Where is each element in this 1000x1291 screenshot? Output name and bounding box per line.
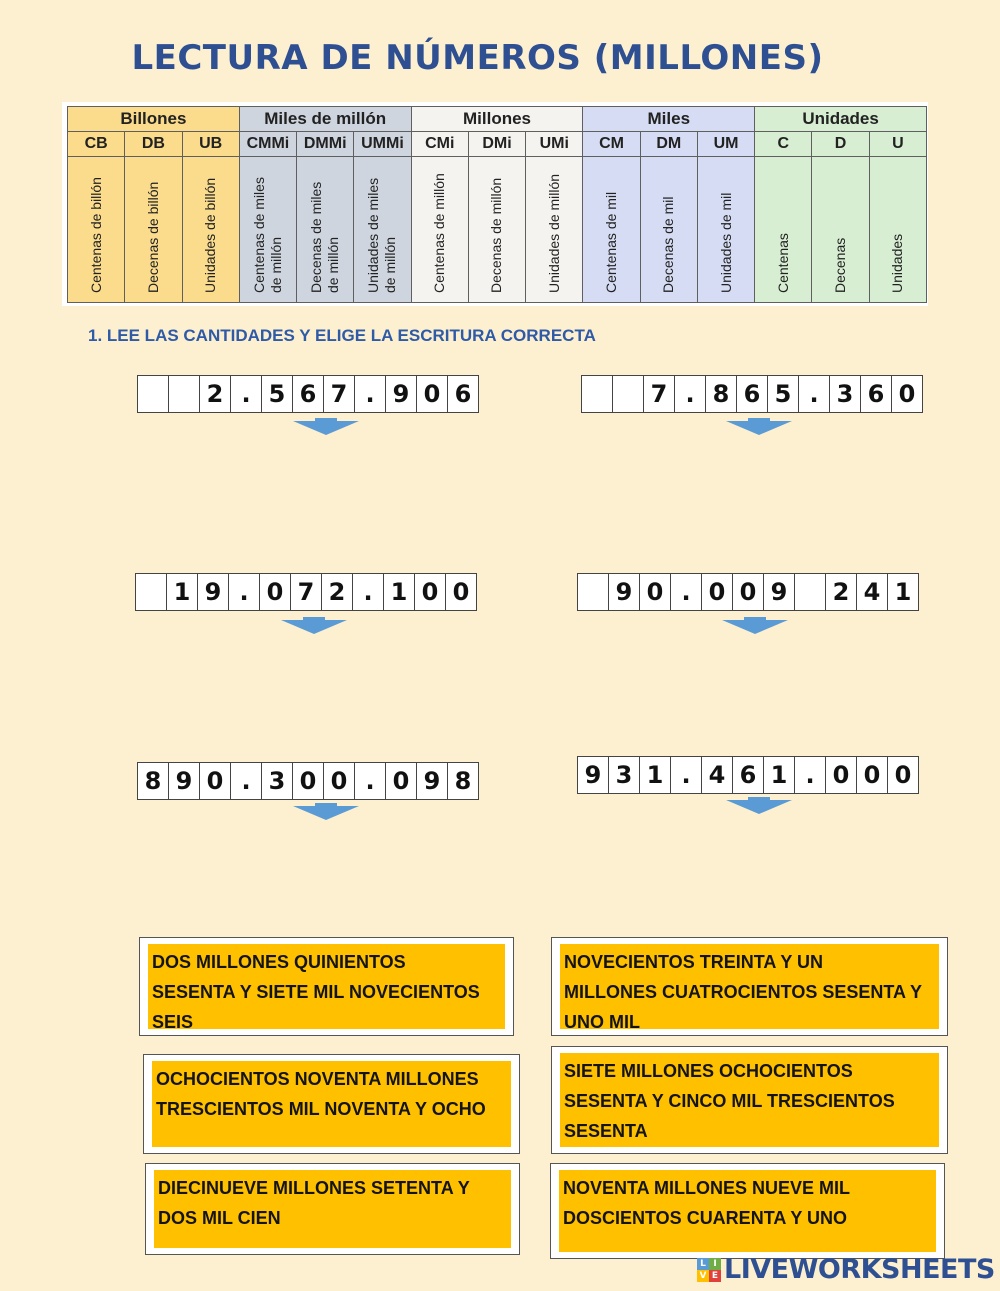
group-miles-de-millon: Miles de millón bbox=[239, 107, 411, 132]
drop-arrow-icon bbox=[281, 617, 347, 635]
digit-cell: . bbox=[670, 573, 702, 611]
desc-cell bbox=[297, 157, 354, 303]
abbr-cell: UM bbox=[697, 132, 754, 157]
digit-cell: 0 bbox=[414, 573, 446, 611]
desc-text: Centenas de billón bbox=[87, 177, 104, 293]
digit-cell: 0 bbox=[445, 573, 477, 611]
digit-cell: 4 bbox=[701, 756, 733, 794]
group-unidades: Unidades bbox=[755, 107, 927, 132]
digit-cell: 3 bbox=[261, 762, 293, 800]
abbr-cell: C bbox=[755, 132, 812, 157]
desc-cell bbox=[468, 157, 525, 303]
digit-cell: 9 bbox=[608, 573, 640, 611]
liveworksheets-logo bbox=[697, 1254, 995, 1285]
desc-cell bbox=[755, 157, 812, 303]
answer-option-text: DIECINUEVE MILLONES SETENTA Y DOS MIL CIEN bbox=[154, 1170, 511, 1248]
answer-option-6[interactable] bbox=[550, 1163, 945, 1259]
abbr-cell: UB bbox=[182, 132, 239, 157]
drop-arrow-icon bbox=[293, 418, 359, 436]
digit-cell: . bbox=[352, 573, 384, 611]
digit-cell: 6 bbox=[447, 375, 479, 413]
group-miles: Miles bbox=[583, 107, 755, 132]
digit-cell bbox=[794, 573, 826, 611]
desc-text: Decenas de millón bbox=[488, 177, 505, 293]
digit-cell: 1 bbox=[887, 573, 919, 611]
drop-arrow-icon bbox=[726, 418, 792, 436]
digit-cell bbox=[137, 375, 169, 413]
digit-cell bbox=[581, 375, 613, 413]
digit-cell: 7 bbox=[290, 573, 322, 611]
digit-cell: . bbox=[354, 762, 386, 800]
number-strip-4 bbox=[577, 573, 919, 611]
abbr-cell: D bbox=[812, 132, 869, 157]
desc-text: Unidades de miles de millón bbox=[365, 177, 399, 293]
drop-arrow-icon bbox=[293, 803, 359, 821]
digit-cell: 3 bbox=[829, 375, 861, 413]
number-strip-3 bbox=[135, 573, 477, 611]
desc-text: Centenas bbox=[774, 233, 791, 293]
digit-cell: . bbox=[228, 573, 260, 611]
digit-cell: 0 bbox=[292, 762, 324, 800]
digit-cell: 0 bbox=[887, 756, 919, 794]
digit-cell: 9 bbox=[416, 762, 448, 800]
digit-cell: 6 bbox=[292, 375, 324, 413]
abbr-cell: DMMi bbox=[297, 132, 354, 157]
answer-option-2[interactable] bbox=[551, 937, 948, 1036]
digit-cell: 0 bbox=[385, 762, 417, 800]
digit-cell: 0 bbox=[323, 762, 355, 800]
digit-cell: 8 bbox=[705, 375, 737, 413]
digit-cell: 9 bbox=[577, 756, 609, 794]
digit-cell: 0 bbox=[825, 756, 857, 794]
answer-option-1[interactable] bbox=[139, 937, 514, 1036]
answer-option-text: DOS MILLONES QUINIENTOS SESENTA Y SIETE MIL NOVECIENTOS SEIS bbox=[148, 944, 505, 1029]
desc-cell bbox=[869, 157, 926, 303]
desc-text: Centenas de miles de millón bbox=[250, 177, 284, 293]
desc-text: Unidades de mil bbox=[717, 192, 734, 293]
answer-option-text: SIETE MILLONES OCHOCIENTOS SESENTA Y CINCO MIL TRESCIENTOS SESENTA bbox=[560, 1053, 939, 1147]
digit-cell: 5 bbox=[767, 375, 799, 413]
group-millones: Millones bbox=[411, 107, 583, 132]
desc-cell bbox=[526, 157, 583, 303]
digit-cell: 0 bbox=[416, 375, 448, 413]
digit-cell: 5 bbox=[261, 375, 293, 413]
digit-cell bbox=[168, 375, 200, 413]
instruction: 1. LEE LAS CANTIDADES Y ELIGE LA ESCRITURA CORRECTA bbox=[88, 326, 596, 345]
group-billones: Billones bbox=[68, 107, 240, 132]
digit-cell bbox=[135, 573, 167, 611]
logo-mark-letter: E bbox=[709, 1270, 721, 1282]
abbr-row bbox=[68, 132, 927, 157]
number-strip-6 bbox=[577, 756, 919, 794]
number-strip-5 bbox=[137, 762, 479, 800]
digit-cell: . bbox=[670, 756, 702, 794]
number-strip-2 bbox=[581, 375, 923, 413]
digit-cell: 0 bbox=[701, 573, 733, 611]
digit-cell: 2 bbox=[825, 573, 857, 611]
desc-text: Unidades de millón bbox=[545, 173, 562, 293]
digit-cell: 9 bbox=[385, 375, 417, 413]
abbr-cell: DM bbox=[640, 132, 697, 157]
digit-cell: 1 bbox=[763, 756, 795, 794]
digit-cell: 1 bbox=[639, 756, 671, 794]
digit-cell: . bbox=[354, 375, 386, 413]
digit-cell: 2 bbox=[199, 375, 231, 413]
answer-option-3[interactable] bbox=[143, 1054, 520, 1154]
desc-text: Unidades de billón bbox=[202, 177, 219, 293]
digit-cell: 2 bbox=[321, 573, 353, 611]
digit-cell: 3 bbox=[608, 756, 640, 794]
digit-cell: . bbox=[230, 762, 262, 800]
desc-cell bbox=[125, 157, 182, 303]
desc-cell bbox=[182, 157, 239, 303]
drop-arrow-icon bbox=[726, 797, 792, 815]
desc-text: Centenas de mil bbox=[603, 191, 620, 293]
digit-cell: 8 bbox=[137, 762, 169, 800]
abbr-cell: CM bbox=[583, 132, 640, 157]
digit-cell: . bbox=[798, 375, 830, 413]
digit-cell: 6 bbox=[860, 375, 892, 413]
desc-text: Decenas de billón bbox=[144, 181, 161, 293]
desc-cell bbox=[583, 157, 640, 303]
desc-cell bbox=[812, 157, 869, 303]
logo-mark-letter: L bbox=[697, 1258, 709, 1270]
answer-option-text: OCHOCIENTOS NOVENTA MILLONES TRESCIENTOS MIL NOVENTA Y OCHO bbox=[152, 1061, 511, 1147]
desc-text: Decenas de miles de millón bbox=[308, 181, 342, 293]
digit-cell: 0 bbox=[732, 573, 764, 611]
number-strip-1 bbox=[137, 375, 479, 413]
logo-mark-letter: V bbox=[697, 1270, 709, 1282]
desc-cell bbox=[239, 157, 296, 303]
digit-cell: 0 bbox=[639, 573, 671, 611]
abbr-cell: DMi bbox=[468, 132, 525, 157]
digit-cell: 0 bbox=[891, 375, 923, 413]
logo-mark-letter: I bbox=[709, 1258, 721, 1270]
digit-cell: . bbox=[674, 375, 706, 413]
desc-cell bbox=[640, 157, 697, 303]
digit-cell: 9 bbox=[197, 573, 229, 611]
answer-option-5[interactable] bbox=[145, 1163, 520, 1255]
abbr-cell: CMMi bbox=[239, 132, 296, 157]
digit-cell: 1 bbox=[166, 573, 198, 611]
abbr-cell: UMi bbox=[526, 132, 583, 157]
digit-cell: 7 bbox=[643, 375, 675, 413]
answer-option-text: NOVENTA MILLONES NUEVE MIL DOSCIENTOS CUARENTA Y UNO bbox=[559, 1170, 936, 1252]
digit-cell bbox=[577, 573, 609, 611]
logo-mark-icon bbox=[697, 1258, 721, 1282]
desc-text: Decenas de mil bbox=[660, 196, 677, 293]
abbr-cell: UMMi bbox=[354, 132, 411, 157]
place-value-table bbox=[62, 102, 928, 306]
page-title: LECTURA DE NÚMEROS (MILLONES) bbox=[131, 38, 824, 78]
digit-cell: 7 bbox=[323, 375, 355, 413]
desc-cell bbox=[411, 157, 468, 303]
digit-cell: . bbox=[794, 756, 826, 794]
drop-arrow-icon bbox=[722, 617, 788, 635]
group-header-row bbox=[68, 107, 927, 132]
desc-row bbox=[68, 157, 927, 303]
abbr-cell: CMi bbox=[411, 132, 468, 157]
desc-text: Unidades bbox=[889, 233, 906, 293]
abbr-cell: DB bbox=[125, 132, 182, 157]
desc-text: Decenas bbox=[832, 237, 849, 293]
desc-cell bbox=[68, 157, 125, 303]
answer-option-4[interactable] bbox=[551, 1046, 948, 1154]
abbr-cell: U bbox=[869, 132, 926, 157]
digit-cell bbox=[612, 375, 644, 413]
answer-option-text: NOVECIENTOS TREINTA Y UN MILLONES CUATROCIENTOS SESENTA Y UNO MIL bbox=[560, 944, 939, 1029]
desc-text: Centenas de millón bbox=[431, 173, 448, 293]
digit-cell: 0 bbox=[856, 756, 888, 794]
digit-cell: 6 bbox=[732, 756, 764, 794]
desc-cell bbox=[354, 157, 411, 303]
digit-cell: 9 bbox=[763, 573, 795, 611]
digit-cell: 1 bbox=[383, 573, 415, 611]
digit-cell: 9 bbox=[168, 762, 200, 800]
digit-cell: . bbox=[230, 375, 262, 413]
digit-cell: 4 bbox=[856, 573, 888, 611]
desc-cell bbox=[697, 157, 754, 303]
digit-cell: 6 bbox=[736, 375, 768, 413]
digit-cell: 8 bbox=[447, 762, 479, 800]
digit-cell: 0 bbox=[259, 573, 291, 611]
abbr-cell: CB bbox=[68, 132, 125, 157]
digit-cell: 0 bbox=[199, 762, 231, 800]
logo-text: LIVEWORKSHEETS bbox=[724, 1254, 995, 1285]
